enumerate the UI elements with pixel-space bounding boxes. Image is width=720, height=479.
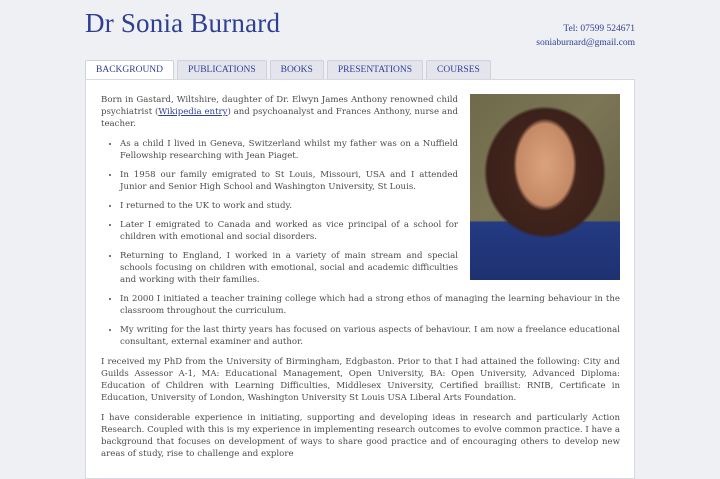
tab-books[interactable]: BOOKS: [270, 60, 324, 79]
background-content: [101, 94, 620, 468]
tab-publications[interactable]: PUBLICATIONS: [177, 60, 267, 79]
content-panel: [85, 79, 635, 479]
list-item: • Later I emigrated to Canada and worked as vice principal of a school for children with emotional and social disorders.: [120, 219, 620, 243]
intro-text-start: Born in Gastard, Wiltshire, daughter of Dr. Elwyn James Anthony renowned child psychiatrist (: [101, 95, 458, 117]
list-item: • In 2000 I initiated a teacher training college which had a strong ethos of managing the learning behaviour in the classroom throughout the curriculum.: [120, 293, 620, 317]
contact-info: [536, 22, 635, 50]
phone-link[interactable]: Tel: 07599 524671: [563, 24, 635, 34]
list-item: • I returned to the UK to work and study.: [120, 200, 620, 212]
list-item: • Returning to England, I worked in a variety of main stream and special schools focusing on children with emotional, social and academic difficulties and working with their families.: [120, 250, 620, 286]
tab-background[interactable]: BACKGROUND: [85, 60, 174, 80]
list-item: • My writing for the last thirty years has focused on various aspects of behaviour. I am now a freelance educational consultant, external examiner and author.: [120, 324, 620, 348]
list-item: • As a child I lived in Geneva, Switzerland whilst my father was on a Nuffield Fellowship researching with Jean Piaget.: [120, 138, 620, 162]
wikipedia-link[interactable]: Wikipedia entry: [158, 107, 228, 117]
portrait-photo: [470, 94, 620, 280]
experience-paragraph: I have considerable experience in initiating, supporting and developing ideas in research and particularly Action Research. Coupled with this is my experience in implementing research outcomes to evolve common practice. I have a background that focuses on development of ways to share good practice and of encouraging others to develop new areas of study, rise to challenge and explore: [101, 413, 620, 459]
intro-text-end: ) and psychoanalyst and Frances Anthony, nurse and teacher.: [101, 107, 458, 129]
qualifications-paragraph: I received my PhD from the University of Birmingham, Edgbaston. Prior to that I had attained the following: City and Guilds Assessor A-1, MA: Educational Management, Open University, BA: Open University, Advanced Diploma: Education of Children with Learning Difficulties, Middlesex University, Certified braillist: RNIB, Certificate in Education, University of London, Washington University St Louis USA Liberal Arts Foundation.: [101, 357, 620, 403]
email-link[interactable]: soniaburnard@gmail.com: [536, 38, 635, 48]
tab-presentations[interactable]: PRESENTATIONS: [327, 60, 423, 79]
list-item: • In 1958 our family emigrated to St Louis, Missouri, USA and I attended Junior and Senior High School and Washington University, St Louis.: [120, 169, 620, 193]
site-title: Dr Sonia Burnard: [85, 8, 281, 38]
tab-courses[interactable]: COURSES: [426, 60, 491, 79]
tab-bar: [85, 60, 491, 79]
